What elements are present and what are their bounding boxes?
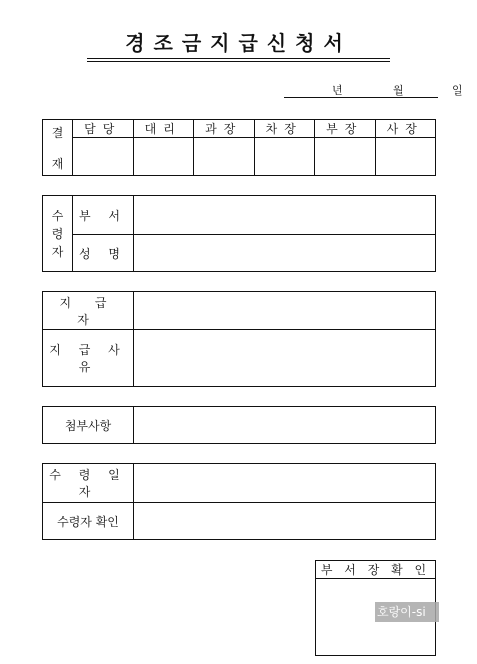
approval-label-cell [43,120,73,176]
approval-header-5: 사장 [375,120,436,138]
approval-header-2: 과장 [194,120,255,138]
approval-sign-2[interactable] [194,138,255,176]
recipient-dept-label: 부 서 [73,196,134,235]
reason-label: 지 급 사 유 [43,330,134,387]
approval-sign-5[interactable] [375,138,436,176]
date-line [284,82,463,98]
approval-header-3: 차장 [254,120,315,138]
title-underline-bottom [87,61,390,62]
receipt-date-field[interactable] [134,464,436,503]
recipient-name-label: 성 명 [73,235,134,272]
recipient-table [42,195,436,272]
receipt-confirm-field[interactable] [134,503,436,540]
attachment-label: 첨부사항 [43,407,134,444]
approval-header-4: 부장 [315,120,376,138]
receipt-date-label: 수 령 일 자 [43,464,134,503]
watermark-badge: 호랑이-si [375,602,439,622]
date-day-label: 일 [452,84,463,97]
date-month-label: 월 [393,84,404,97]
receipt-confirm-label: 수령자 확인 [43,503,134,540]
approval-label-top: 결 [51,125,64,140]
payment-table [42,291,436,387]
head-confirm-label: 부 서 장 확 인 [316,561,436,579]
reason-field[interactable] [134,330,436,387]
attachment-field[interactable] [134,407,436,444]
attachment-table [42,406,436,444]
recipient-name-field[interactable] [134,235,436,272]
recipient-dept-field[interactable] [134,196,436,235]
form-title: 경조금지급신청서 [125,31,352,55]
payer-field[interactable] [134,292,436,330]
recipient-label: 수 령 자 [43,196,73,272]
approval-header-0: 담당 [73,120,134,138]
payer-label: 지 급 자 [43,292,134,330]
title-underline-top [87,58,390,59]
date-year-label: 년 [332,84,343,97]
approval-sign-3[interactable] [254,138,315,176]
approval-sign-1[interactable] [133,138,194,176]
approval-header-1: 대리 [133,120,194,138]
approval-table [42,119,436,176]
approval-sign-0[interactable] [73,138,134,176]
receipt-table [42,463,436,540]
approval-sign-4[interactable] [315,138,376,176]
approval-label-bottom: 재 [51,156,64,171]
